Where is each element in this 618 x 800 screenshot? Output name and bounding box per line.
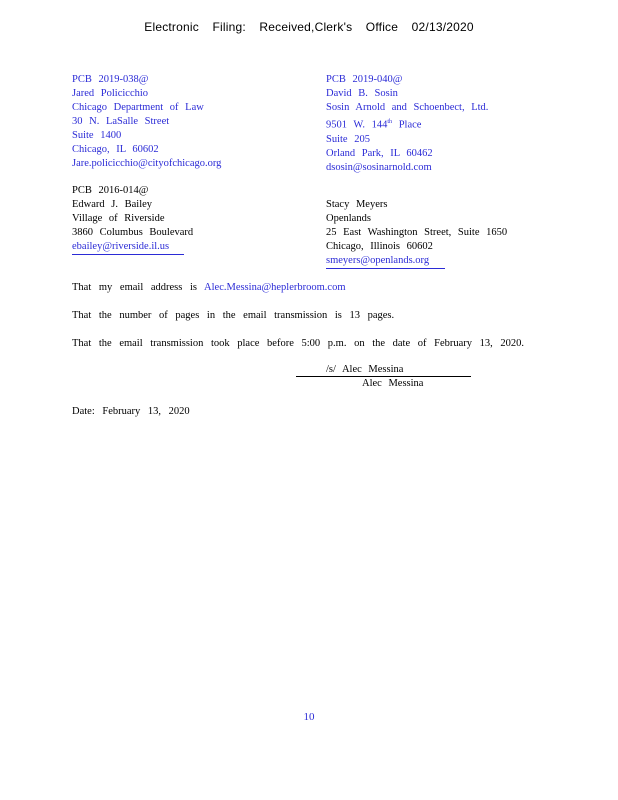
transmission-time-statement: That the email transmission took place before 5:00 p.m. on the date of February 13, 2020. xyxy=(72,338,525,349)
filing-header: Electronic Filing: Received,Clerk's Office 02/13/2020 xyxy=(144,20,474,34)
recipient-org: Chicago Department of Law xyxy=(72,102,204,113)
email-address-statement: That my email address is Alec.Messina@heplerbroom.com xyxy=(72,282,346,293)
recipient-street: 9501 W. 144th Place xyxy=(326,119,422,131)
recipient-street: 30 N. LaSalle Street xyxy=(72,116,170,127)
sender-email[interactable]: Alec.Messina@heplerbroom.com xyxy=(204,282,346,293)
recipient-suite: Suite 1400 xyxy=(72,130,122,141)
recipient-email-link[interactable]: ebailey@riverside.il.us xyxy=(72,240,184,255)
recipient-email[interactable]: Jare.policicchio@cityofchicago.org xyxy=(72,158,222,169)
case-number: PCB 2016-014@ xyxy=(72,185,149,196)
recipient-name: Edward J. Bailey xyxy=(72,199,153,210)
page-count-statement: That the number of pages in the email transmission is 13 pages. xyxy=(72,310,395,321)
recipient-name: Jared Policicchio xyxy=(72,88,149,99)
service-entry-bailey xyxy=(72,184,193,255)
recipient-name: Stacy Meyers xyxy=(326,199,388,210)
signature-line xyxy=(296,376,471,377)
service-entry-sosin xyxy=(326,73,488,175)
recipient-suite: Suite 205 xyxy=(326,133,370,145)
recipient-city: Chicago, IL 60602 xyxy=(72,144,159,155)
recipient-name: David B. Sosin xyxy=(326,88,398,99)
case-number: PCB 2019-038@ xyxy=(72,74,149,85)
recipient-email-link[interactable]: smeyers@openlands.org xyxy=(326,254,445,269)
recipient-org: Village of Riverside xyxy=(72,213,165,224)
recipient-street: 25 East Washington Street, Suite 1650 xyxy=(326,227,508,238)
service-entry-policicchio xyxy=(72,73,221,171)
recipient-org: Sosin Arnold and Schoenbect, Ltd. xyxy=(326,102,489,113)
recipient-city: Orland Park, IL 60462 xyxy=(326,147,433,159)
signer-name: Alec Messina xyxy=(362,378,424,389)
electronic-signature: /s/ Alec Messina xyxy=(326,364,404,375)
recipient-email[interactable]: dsosin@sosinarnold.com xyxy=(326,161,432,173)
case-number: PCB 2019-040@ xyxy=(326,74,403,85)
recipient-org: Openlands xyxy=(326,213,371,224)
service-entry-meyers xyxy=(326,198,507,269)
date-line: Date: February 13, 2020 xyxy=(72,406,190,417)
page-number: 10 xyxy=(303,711,315,723)
recipient-city: Chicago, Illinois 60602 xyxy=(326,241,433,252)
recipient-street: 3860 Columbus Boulevard xyxy=(72,227,194,238)
